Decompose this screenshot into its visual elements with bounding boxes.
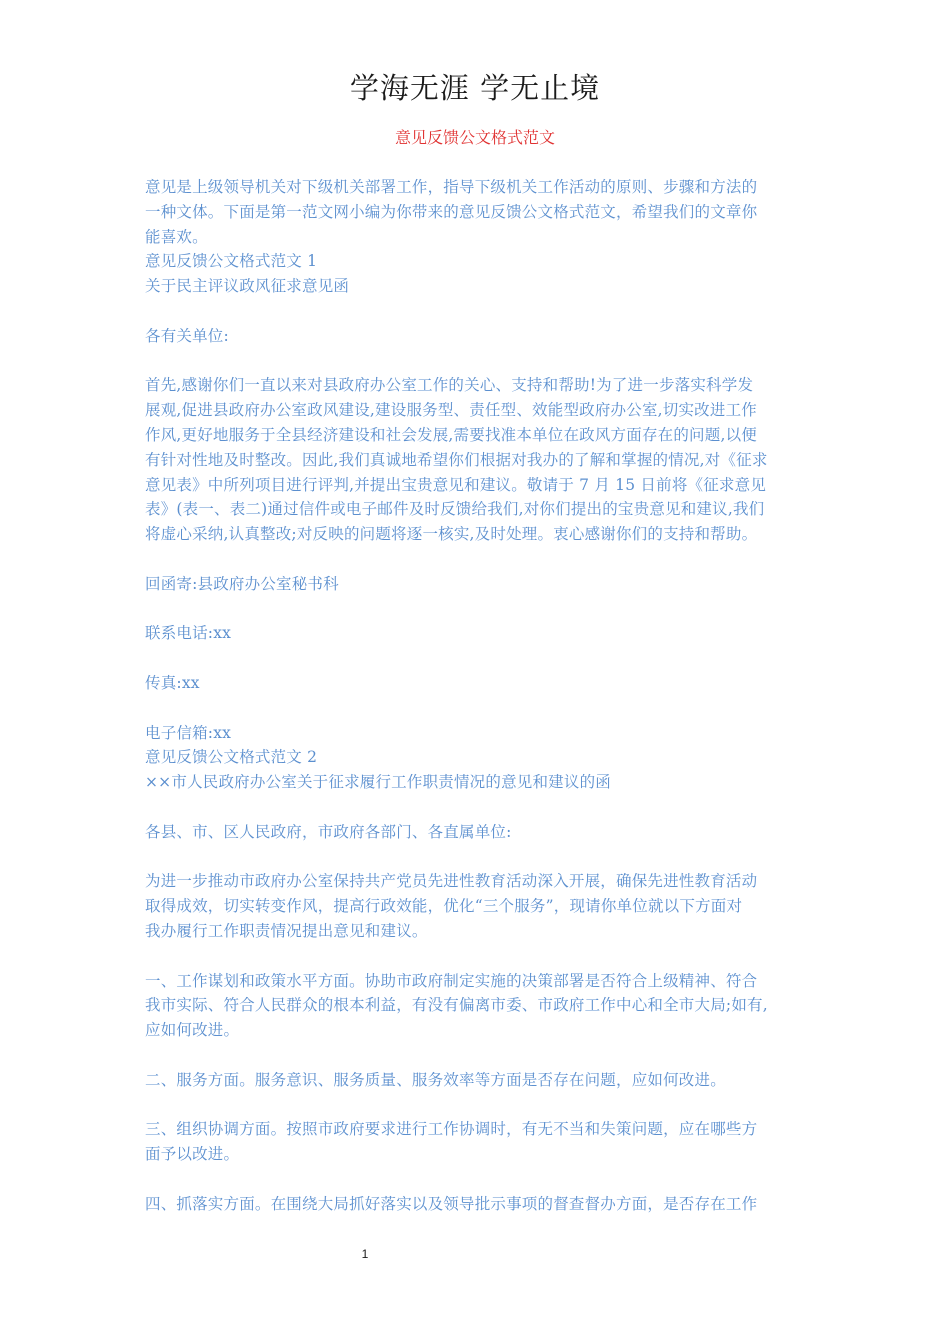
page-header-motto: 学海无涯 学无止境 [349,71,601,105]
document-body [145,175,815,1216]
intro-line: 能喜欢。 [145,227,208,246]
page-number: 1 [361,1247,369,1261]
sample1-phone: 联系电话:xx [145,624,232,643]
sample1-reply-to: 回函寄:县政府办公室秘书科 [145,574,339,593]
sample2-body-line: 取得成效，切实转变作风，提高行政效能，优化“三个服务”，现请你单位就以下方面对 [145,897,743,916]
intro-line: 一种文体。下面是第一范文网小编为你带来的意见反馈公文格式范文，希望我们的文章你 [145,202,758,221]
document-title: 意见反馈公文格式范文 [394,128,555,147]
sample1-email: 电子信箱:xx [145,723,232,742]
item3-line: 三、组织协调方面。按照市政府要求进行工作协调时，有无不当和失策问题，应在哪些方 [145,1120,758,1139]
sample2-body-line: 为进一步推动市政府办公室保持共产党员先进性教育活动深入开展，确保先进性教育活动 [145,872,758,891]
sample2-salutation: 各县、市、区人民政府，市政府各部门、各直属单位: [145,822,512,841]
sample2-body-line: 我办履行工作职责情况提出意见和建议。 [145,921,428,940]
sample1-body-line: 作风,更好地服务于全县经济建设和社会发展,需要找准本单位在政风方面存在的问题,以便 [145,425,757,444]
sample1-body-line: 有针对性地及时整改。因此,我们真诚地希望你们根据对我办的了解和掌握的情况,对《征求 [145,450,768,469]
sample1-fax: 传真:xx [145,673,200,692]
sample2-heading: 意见反馈公文格式范文 2 [145,748,318,767]
sample1-body-line: 展观,促进县政府办公室政风建设,建设服务型、责任型、效能型政府办公室,切实改进工作 [145,401,757,420]
item2-line: 二、服务方面。服务意识、服务质量、服务效率等方面是否存在问题，应如何改进。 [145,1070,726,1089]
sample2-subject: ××市人民政府办公室关于征求履行工作职责情况的意见和建议的函 [145,773,611,792]
item1-line: 应如何改进。 [145,1021,240,1040]
sample1-heading: 意见反馈公文格式范文 1 [145,252,318,271]
item1-line: 一、工作谋划和政策水平方面。协助市政府制定实施的决策部署是否符合上级精神、符合 [145,971,758,990]
intro-line: 意见是上级领导机关对下级机关部署工作，指导下级机关工作活动的原则、步骤和方法的 [145,178,758,196]
sample1-subject: 关于民主评议政风征求意见函 [145,277,350,296]
sample1-body-line: 将虚心采纳,认真整改;对反映的问题将逐一核实,及时处理。衷心感谢你们的支持和帮助。 [145,525,758,544]
sample1-body-line: 首先,感谢你们一直以来对县政府办公室工作的关心、支持和帮助!为了进一步落实科学发 [145,376,754,395]
item4-line: 四、抓落实方面。在围绕大局抓好落实以及领导批示事项的督查督办方面，是否存在工作 [145,1194,758,1213]
sample1-body-line: 表》(表一、表二)通过信件或电子邮件及时反馈给我们,对你们提出的宝贵意见和建议,我们 [145,500,765,519]
item3-line: 面予以改进。 [145,1145,240,1164]
sample1-salutation: 各有关单位: [145,326,229,345]
item1-line: 我市实际、符合人民群众的根本利益，有没有偏离市委、市政府工作中心和全市大局;如有, [145,996,768,1015]
sample1-body-line: 意见表》中所列项目进行评判,并提出宝贵意见和建议。敬请于 7 月 15 日前将《征求意见 [145,475,767,494]
